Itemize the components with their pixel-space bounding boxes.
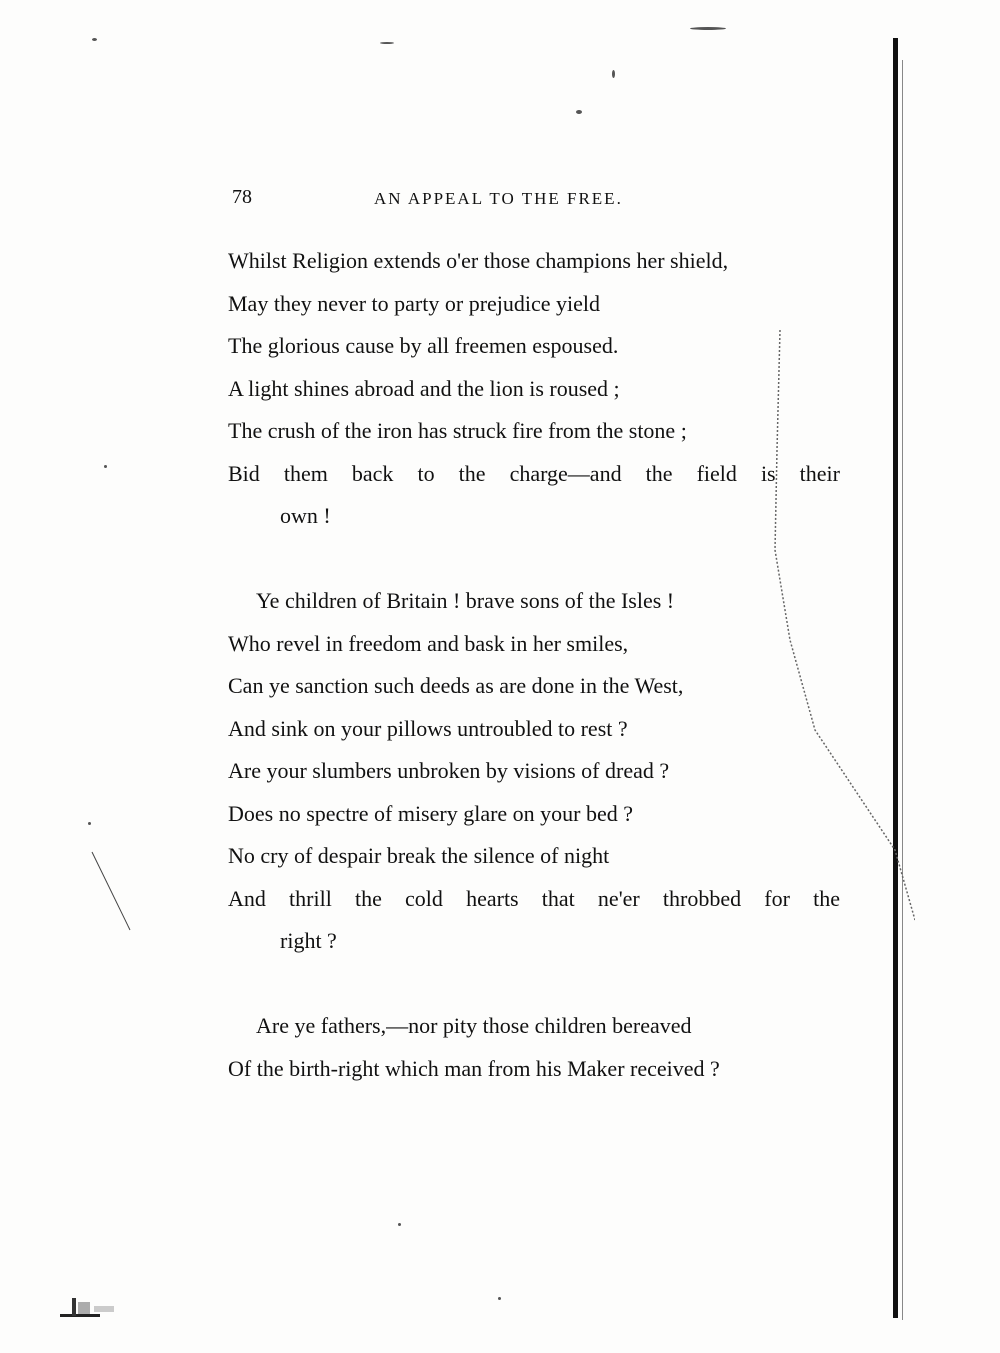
- verse-line: No cry of despair break the silence of night: [228, 843, 610, 868]
- scan-speck: [92, 38, 97, 41]
- verse-line: May they never to party or prejudice yield: [228, 290, 601, 316]
- verse-line: Does no spectre of misery glare on your bed ?: [228, 800, 634, 826]
- verse-line-continuation: own !: [280, 503, 331, 528]
- verse-line: The crush of the iron has struck fire from the stone ;: [228, 418, 687, 443]
- scan-speck: [380, 42, 394, 44]
- page-header: [232, 186, 852, 216]
- verse-line: And sink on your pillows untroubled to rest ?: [228, 715, 628, 741]
- verse-line: The glorious cause by all freemen espoused.: [228, 333, 619, 358]
- library-stamp-mark: [58, 1290, 128, 1320]
- scan-speck: [104, 465, 107, 468]
- verse-line: Bid them back to the charge—and the field is their: [228, 460, 840, 486]
- verse-line: Whilst Religion extends o'er those champions her shield,: [228, 248, 729, 273]
- scan-speck: [576, 110, 582, 114]
- verse-line: Can ye sanction such deeds as are done in the West,: [228, 673, 684, 698]
- verse-line-continuation: right ?: [280, 928, 337, 953]
- verse-line: Who revel in freedom and bask in her smiles,: [228, 630, 629, 656]
- scan-scratch: [90, 850, 140, 940]
- verse-line: Are your slumbers unbroken by visions of dread ?: [228, 758, 670, 783]
- verse-line: Of the birth-right which man from his Maker received ?: [228, 1055, 720, 1081]
- page-number: 78: [232, 186, 252, 208]
- scan-speck: [612, 70, 615, 78]
- scan-speck: [88, 822, 91, 825]
- running-title: AN APPEAL TO THE FREE.: [374, 189, 623, 208]
- scan-speck: [498, 1297, 501, 1300]
- scan-speck: [690, 27, 726, 30]
- verse-line: Are ye fathers,—nor pity those children bereaved: [256, 1013, 692, 1038]
- verse-line: Ye children of Britain ! brave sons of the Isles !: [256, 588, 675, 613]
- scan-speck: [398, 1223, 401, 1226]
- paper-crease-line: [755, 330, 915, 930]
- verse-line: And thrill the cold hearts that ne'er throbbed for the: [228, 885, 840, 911]
- verse-line: A light shines abroad and the lion is roused ;: [228, 375, 620, 401]
